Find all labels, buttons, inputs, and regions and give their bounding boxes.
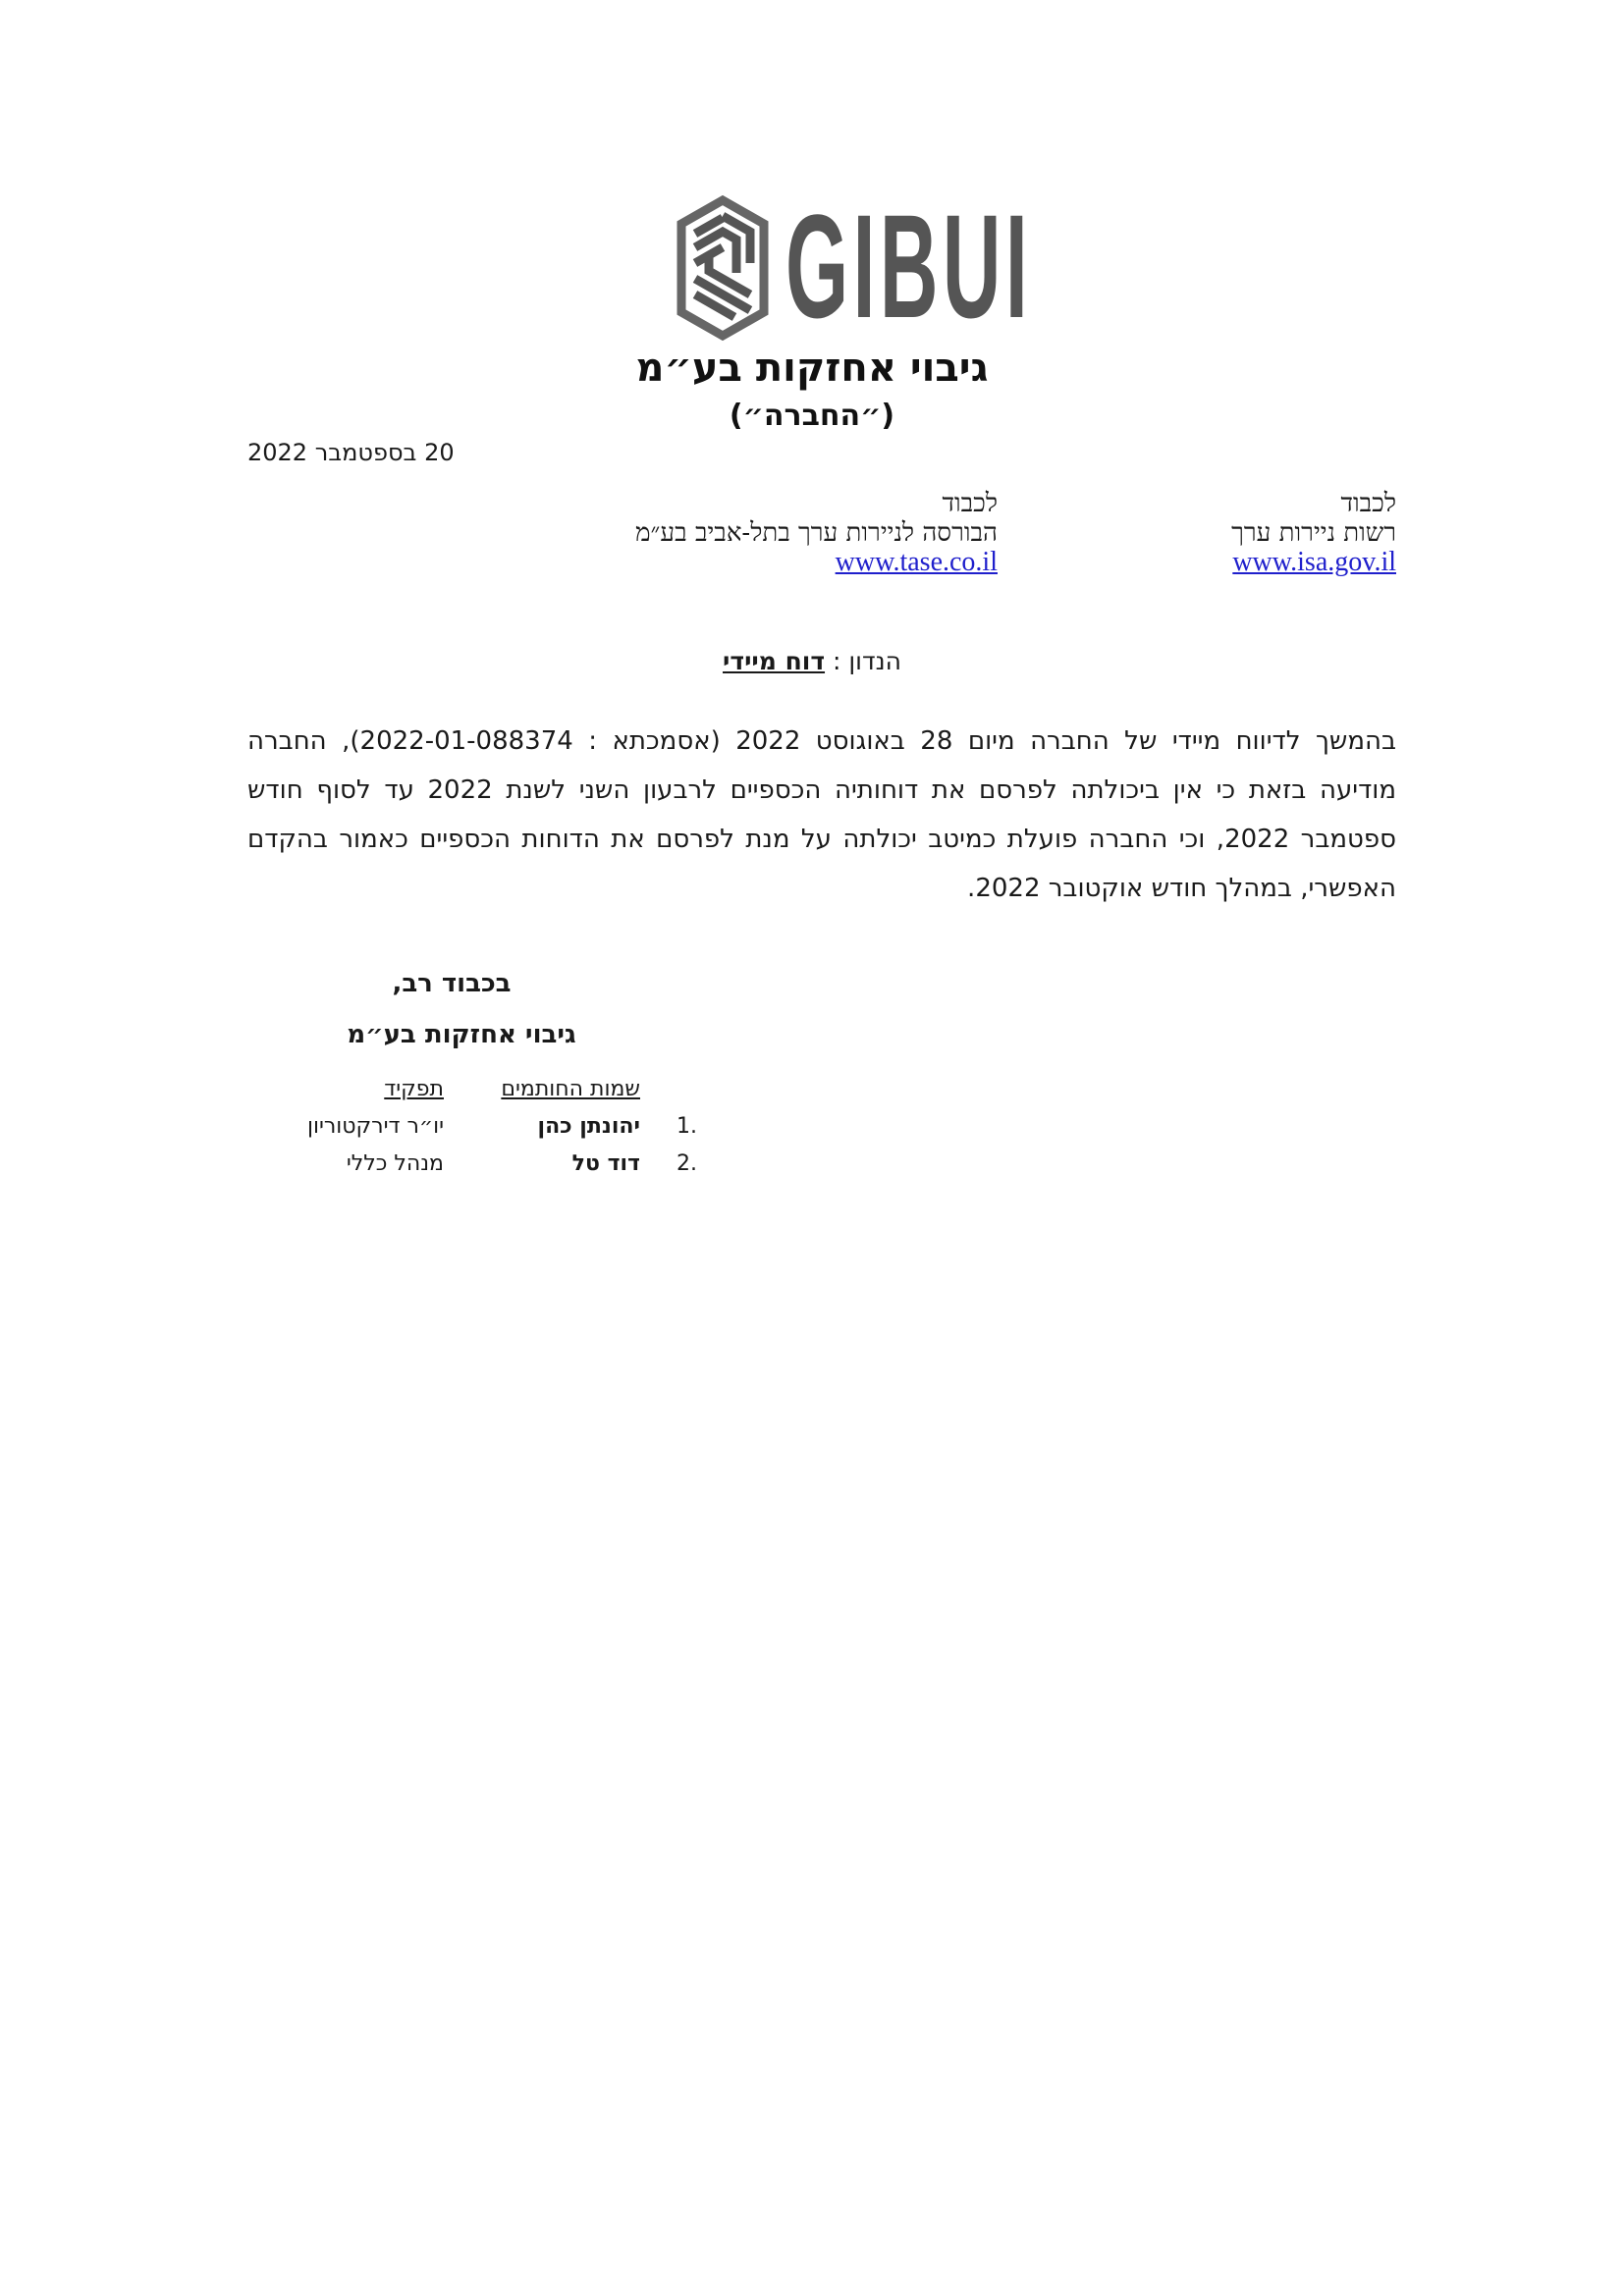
signatory-role: מנהל כללי	[346, 1151, 444, 1176]
subject-title: דוח מיידי	[723, 647, 826, 675]
logo-wordmark: GIBUI	[785, 184, 1033, 348]
recipient-isa-salutation: לכבוד	[1340, 489, 1396, 518]
recipient-tase-link[interactable]: www.tase.co.il	[835, 547, 998, 577]
subject-prefix: הנדון :	[833, 647, 901, 675]
company-alias: (״החברה״)	[729, 399, 895, 433]
hexagon-logo-icon	[676, 194, 770, 342]
signatories-role-header: תפקיד	[384, 1077, 444, 1101]
signatory-number: 2.	[677, 1151, 697, 1176]
signatories-names-header: שמות החותמים	[501, 1077, 640, 1101]
signatory-name: דוד טל	[571, 1151, 640, 1176]
signatory-role: יו״ר דירקטוריון	[306, 1114, 444, 1139]
recipient-tase	[635, 489, 998, 577]
subject-line	[0, 646, 1624, 677]
recipient-isa	[1231, 489, 1396, 577]
recipient-tase-name: הבורסה לניירות ערך בתל-אביב בע״מ	[635, 518, 998, 548]
recipient-tase-salutation: לכבוד	[942, 489, 998, 518]
signatory-number: 1.	[677, 1114, 697, 1139]
closing-regards: בכבוד רב,	[392, 969, 512, 998]
closing-company: גיבוי אחזקות בע״מ	[347, 1020, 576, 1049]
signatory-name: יהונתן כהן	[537, 1114, 640, 1139]
recipient-isa-name: רשות ניירות ערך	[1231, 518, 1396, 548]
recipient-isa-link[interactable]: www.isa.gov.il	[1232, 547, 1396, 577]
company-name-title: גיבוי אחזקות בע״מ	[635, 346, 989, 391]
letter-date: 20 בספטמבר 2022	[247, 439, 455, 466]
body-paragraph: בהמשך לדיווח מיידי של החברה מיום 28 באוגוסט 2022 (אסמכתא : 2022-01-088374), החברה מודיעה בזאת כי אין ביכולתה לפרסם את דוחותיה הכספיים לרבעון השני לשנת 2022 עד לסוף חודש ספטמבר 2022, וכי החברה פועלת כמיטב יכולתה על מנת לפרסם את הדוחות הכספיים כאמור בהקדם האפשרי, במהלך חודש אוקטובר 2022.	[247, 726, 1397, 903]
